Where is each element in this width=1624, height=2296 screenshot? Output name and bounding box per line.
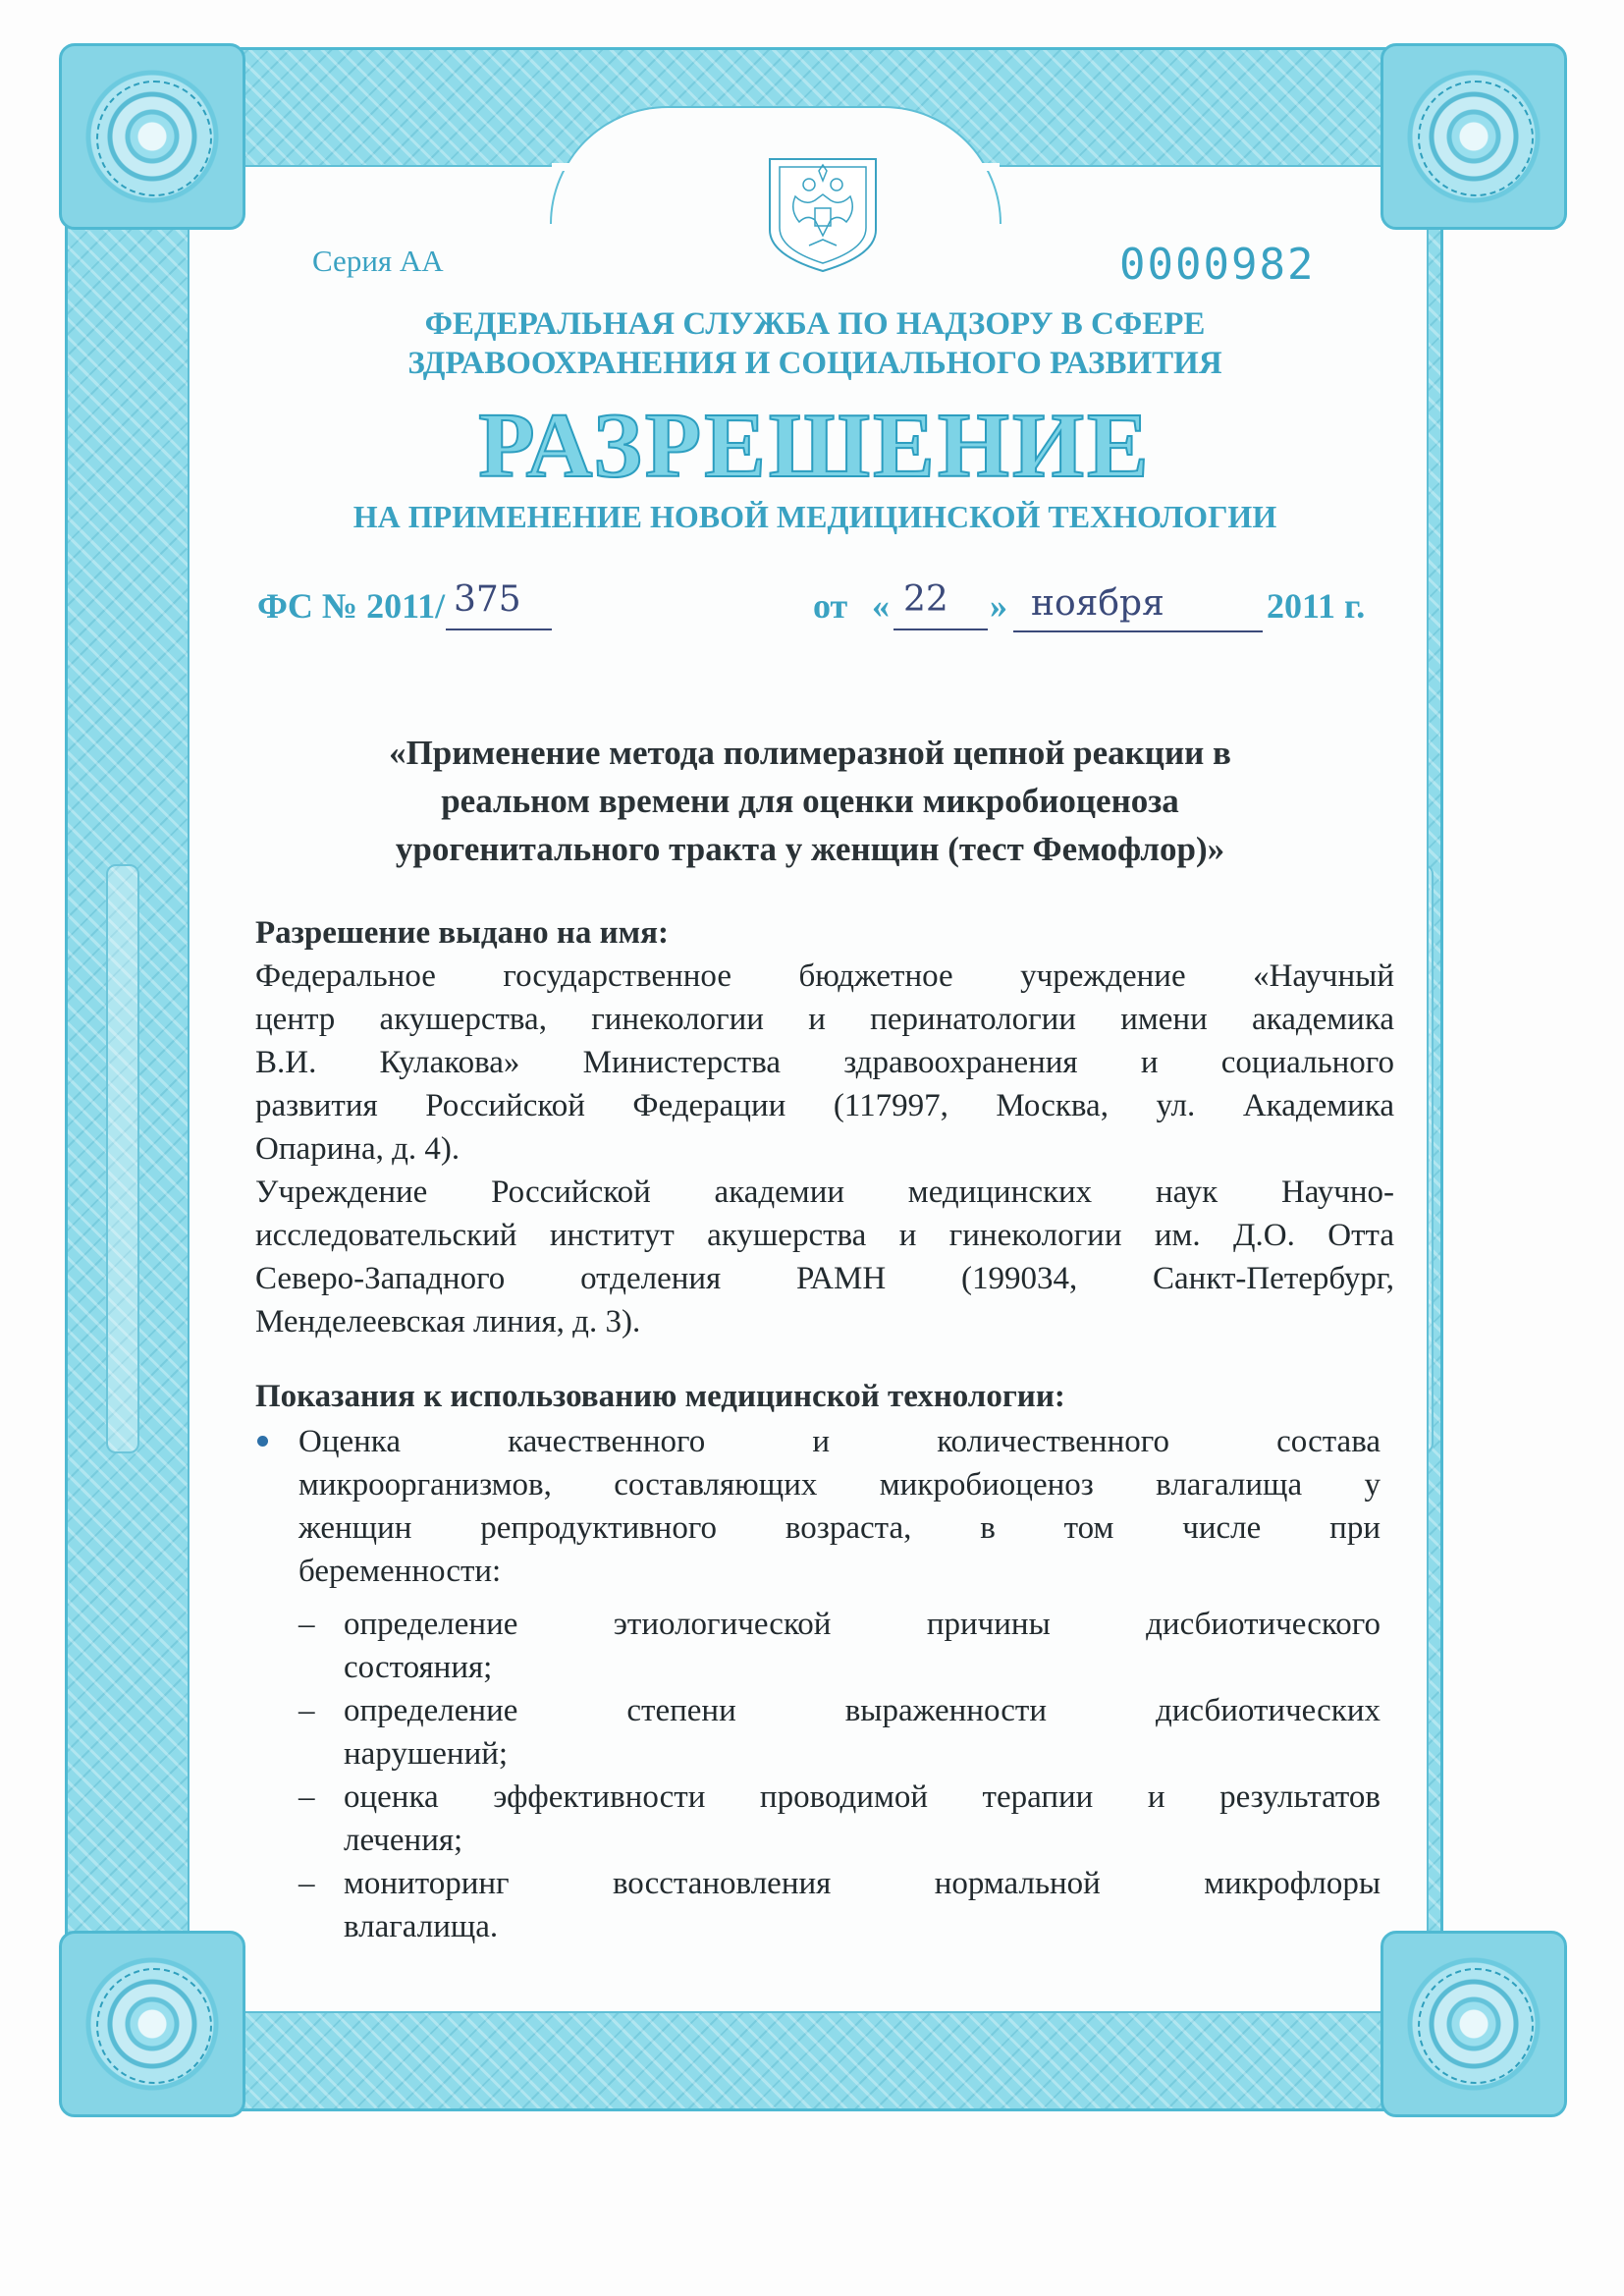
issued-to-line: развития Российской Федерации (117997, Москва, ул. Академика bbox=[255, 1088, 1394, 1123]
date-month: ноября bbox=[1031, 583, 1164, 624]
date-day: 22 bbox=[903, 579, 948, 620]
bullet-icon bbox=[257, 1436, 268, 1447]
form-number: 0000982 bbox=[1119, 240, 1316, 290]
date-quote-open: « bbox=[872, 586, 890, 626]
dash-icon: – bbox=[298, 1607, 315, 1642]
indication-item: – мониторинг восстановления нормальной микрофлоры влагалища. bbox=[298, 1862, 1380, 1948]
date-month-underline bbox=[1013, 630, 1263, 632]
issued-to-line: исследовательский институт акушерства и гинекологии им. Д.О. Отта bbox=[255, 1218, 1394, 1253]
indication-item: – определение этиологической причины дисбиотического состояния; bbox=[298, 1603, 1380, 1689]
issued-to-line: Менделеевская линия, д. 3). bbox=[255, 1304, 641, 1339]
technology-title-line: реальном времени для оценки микробиоценоза bbox=[441, 782, 1179, 820]
indications-heading: Показания к использованию медицинской технологии: bbox=[255, 1379, 1065, 1414]
dash-icon: – bbox=[298, 1779, 315, 1815]
date-from-label: от bbox=[813, 586, 848, 626]
agency-name-line-2: ЗДРАВООХРАНЕНИЯ И СОЦИАЛЬНОГО РАЗВИТИЯ bbox=[407, 346, 1222, 381]
frame-side-ornament-left bbox=[106, 864, 139, 1453]
registration-prefix: ФС № 2011/ bbox=[257, 586, 446, 626]
issued-to-line: Опарина, д. 4). bbox=[255, 1131, 460, 1167]
indication-item: – оценка эффективности проводимой терапии и результатов лечения; bbox=[298, 1776, 1380, 1862]
issued-to-line: центр акушерства, гинекологии и перинатологии имени академика bbox=[255, 1002, 1394, 1037]
indication-item: – определение степени выраженности дисбиотических нарушений; bbox=[298, 1689, 1380, 1776]
indication-bullet-line: женщин репродуктивного возраста, в том числе при bbox=[298, 1510, 1380, 1546]
issued-to-line: В.И. Кулакова» Министерства здравоохранения и социального bbox=[255, 1045, 1394, 1080]
registration-number-underline bbox=[446, 629, 552, 630]
technology-title-line: урогенитального тракта у женщин (тест Фемофлор)» bbox=[395, 830, 1225, 868]
corner-rosette-top-right bbox=[1380, 43, 1567, 230]
agency-name-line-1: ФЕДЕРАЛЬНАЯ СЛУЖБА ПО НАДЗОРУ В СФЕРЕ bbox=[424, 306, 1206, 342]
document-subtitle: НА ПРИМЕНЕНИЕ НОВОЙ МЕДИЦИНСКОЙ ТЕХНОЛОГИИ bbox=[352, 499, 1277, 534]
indications-subitems bbox=[298, 1603, 1380, 1948]
registration-number: 375 bbox=[454, 579, 521, 620]
indication-bullet-line: беременности: bbox=[298, 1554, 502, 1589]
issued-to-heading: Разрешение выдано на имя: bbox=[255, 915, 669, 951]
issued-to-line: Северо-Западного отделения РАМН (199034, Санкт-Петербург, bbox=[255, 1261, 1394, 1296]
corner-rosette-bottom-right bbox=[1380, 1931, 1567, 2117]
corner-rosette-bottom-left bbox=[59, 1931, 245, 2117]
corner-rosette-top-left bbox=[59, 43, 245, 230]
issued-to-line: Федеральное государственное бюджетное учреждение «Научный bbox=[255, 958, 1394, 994]
technology-title bbox=[295, 729, 1326, 873]
dash-icon: – bbox=[298, 1693, 315, 1728]
indications-main-bullet bbox=[298, 1420, 1380, 1593]
issued-to-line: Учреждение Российской академии медицинских наук Научно- bbox=[255, 1175, 1394, 1210]
series-label: Серия АА bbox=[312, 244, 444, 278]
date-day-underline bbox=[893, 629, 988, 630]
coat-of-arms-icon bbox=[760, 151, 886, 275]
technology-title-line: «Применение метода полимеразной цепной реакции в bbox=[389, 734, 1231, 772]
date-quote-close: » bbox=[990, 586, 1007, 626]
document-title: РАЗРЕШЕНИЕ bbox=[478, 395, 1152, 497]
indication-bullet-line: Оценка качественного и количественного состава bbox=[298, 1424, 1380, 1459]
issued-to-body bbox=[255, 955, 1394, 1343]
date-year: 2011 г. bbox=[1267, 586, 1366, 626]
dash-icon: – bbox=[298, 1866, 315, 1901]
indication-bullet-line: микроорганизмов, составляющих микробиоценоз влагалища у bbox=[298, 1467, 1380, 1503]
